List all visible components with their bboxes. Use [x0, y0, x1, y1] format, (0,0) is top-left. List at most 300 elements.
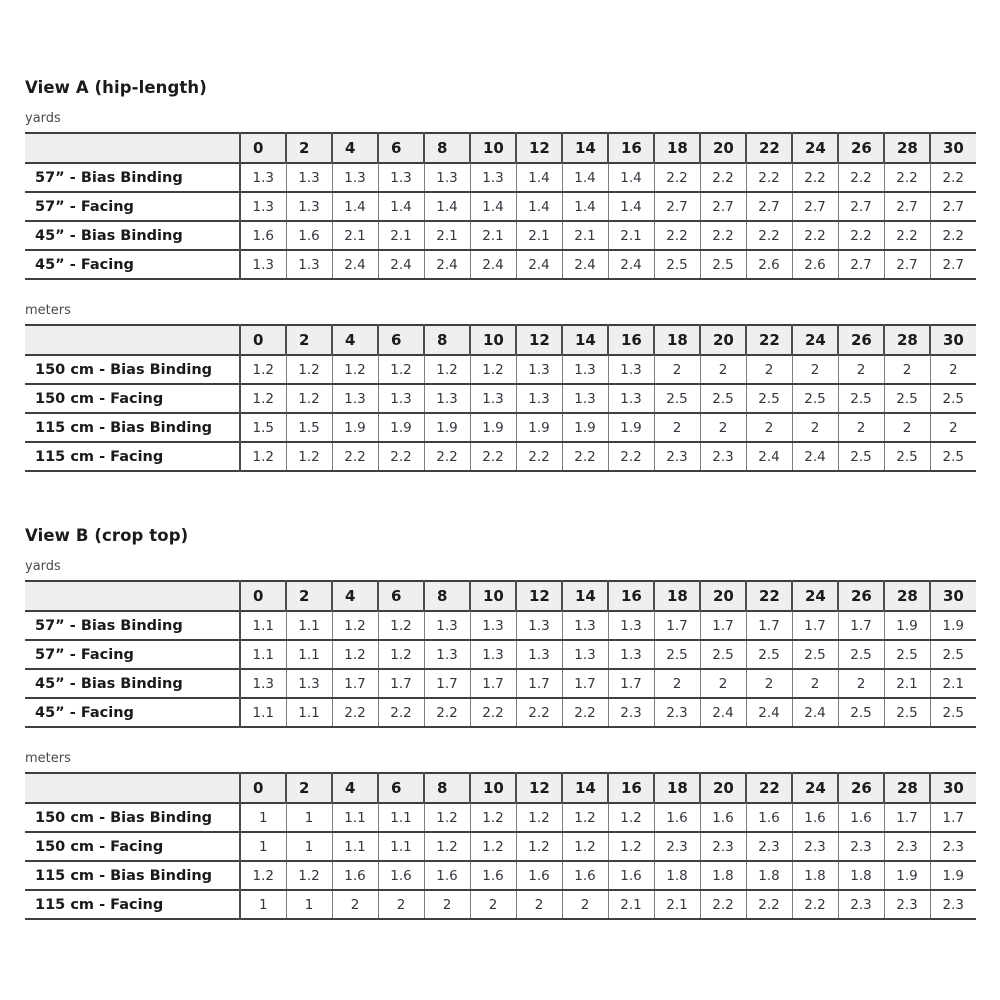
value-cell: 1.3 — [562, 355, 608, 384]
value-cell: 1 — [286, 832, 332, 861]
value-cell: 1.1 — [240, 640, 286, 669]
table-row — [25, 384, 976, 413]
value-cell: 2.3 — [884, 890, 930, 919]
value-cell: 1.2 — [424, 803, 470, 832]
table-row — [25, 355, 976, 384]
size-column-header: 2 — [286, 581, 332, 611]
value-cell: 1.4 — [470, 192, 516, 221]
value-cell: 1.7 — [930, 803, 976, 832]
value-cell: 1.4 — [608, 163, 654, 192]
value-cell: 1.6 — [286, 221, 332, 250]
size-column-header: 16 — [608, 773, 654, 803]
size-column-header: 0 — [240, 325, 286, 355]
value-cell: 2.5 — [746, 384, 792, 413]
size-column-header: 30 — [930, 325, 976, 355]
row-label: 57” - Bias Binding — [35, 169, 183, 186]
section-title: View B (crop top) — [25, 526, 189, 545]
value-cell: 2.5 — [930, 698, 976, 727]
value-cell: 1.9 — [884, 611, 930, 640]
value-cell: 1.6 — [470, 861, 516, 890]
value-cell: 2.3 — [884, 832, 930, 861]
size-column-header: 16 — [608, 581, 654, 611]
value-cell: 1.1 — [240, 611, 286, 640]
size-column-header: 0 — [240, 133, 286, 163]
value-cell: 1.9 — [424, 413, 470, 442]
value-cell: 1.1 — [378, 832, 424, 861]
size-column-header: 0 — [240, 773, 286, 803]
value-cell: 2.7 — [700, 192, 746, 221]
value-cell: 2.1 — [424, 221, 470, 250]
row-label: 150 cm - Facing — [35, 838, 164, 855]
value-cell: 2.2 — [608, 442, 654, 471]
value-cell: 2 — [332, 890, 378, 919]
value-cell: 2.2 — [792, 163, 838, 192]
value-cell: 2.4 — [792, 698, 838, 727]
size-column-header: 4 — [332, 325, 378, 355]
size-column-header: 20 — [700, 773, 746, 803]
table-block-meters — [25, 751, 978, 920]
value-cell: 1.3 — [424, 611, 470, 640]
value-cell: 2.3 — [838, 890, 884, 919]
value-cell: 1.7 — [700, 611, 746, 640]
value-cell: 1.4 — [516, 192, 562, 221]
value-cell: 1.3 — [562, 640, 608, 669]
value-cell: 2.4 — [562, 250, 608, 279]
value-cell: 1.3 — [286, 250, 332, 279]
table-row — [25, 669, 976, 698]
value-cell: 1.4 — [562, 163, 608, 192]
value-cell: 2 — [930, 355, 976, 384]
size-column-header: 12 — [516, 325, 562, 355]
corner-cell — [25, 581, 240, 611]
value-cell: 2.5 — [884, 640, 930, 669]
value-cell: 2.2 — [884, 163, 930, 192]
value-cell: 2 — [470, 890, 516, 919]
value-cell: 2.5 — [838, 442, 884, 471]
table-block-yards — [25, 111, 978, 280]
size-column-header: 2 — [286, 133, 332, 163]
value-cell: 2.1 — [516, 221, 562, 250]
value-cell: 1.3 — [240, 250, 286, 279]
value-cell: 2.5 — [746, 640, 792, 669]
unit-label: meters — [25, 751, 71, 766]
size-column-header: 10 — [470, 133, 516, 163]
value-cell: 1.2 — [286, 861, 332, 890]
size-column-header: 6 — [378, 581, 424, 611]
value-cell: 2.4 — [332, 250, 378, 279]
value-cell: 1.3 — [516, 611, 562, 640]
size-column-header: 22 — [746, 581, 792, 611]
value-cell: 1.3 — [608, 611, 654, 640]
value-cell: 2 — [884, 413, 930, 442]
value-cell: 1.6 — [608, 861, 654, 890]
value-cell: 1.7 — [562, 669, 608, 698]
value-cell: 2 — [700, 413, 746, 442]
size-header-row — [25, 325, 976, 355]
fabric-requirements-table — [25, 132, 976, 280]
size-column-header: 0 — [240, 581, 286, 611]
value-cell: 2.1 — [470, 221, 516, 250]
value-cell: 1.2 — [424, 832, 470, 861]
value-cell: 2.7 — [838, 192, 884, 221]
value-cell: 2.1 — [930, 669, 976, 698]
value-cell: 1.6 — [424, 861, 470, 890]
table-row — [25, 250, 976, 279]
value-cell: 1.2 — [424, 355, 470, 384]
table-row — [25, 803, 976, 832]
value-cell: 1.2 — [470, 832, 516, 861]
value-cell: 2.1 — [608, 890, 654, 919]
unit-label: yards — [25, 111, 61, 126]
value-cell: 1.3 — [424, 640, 470, 669]
value-cell: 1.4 — [332, 192, 378, 221]
size-column-header: 18 — [654, 325, 700, 355]
table-row — [25, 611, 976, 640]
value-cell: 2.4 — [470, 250, 516, 279]
value-cell: 2.5 — [654, 250, 700, 279]
value-cell: 2 — [654, 669, 700, 698]
table-row — [25, 832, 976, 861]
value-cell: 1.3 — [608, 384, 654, 413]
value-cell: 2.4 — [700, 698, 746, 727]
size-column-header: 14 — [562, 325, 608, 355]
value-cell: 1.7 — [792, 611, 838, 640]
value-cell: 2 — [516, 890, 562, 919]
value-cell: 2.2 — [930, 163, 976, 192]
value-cell: 1.2 — [470, 803, 516, 832]
value-cell: 2.2 — [884, 221, 930, 250]
size-column-header: 4 — [332, 581, 378, 611]
value-cell: 1.6 — [746, 803, 792, 832]
value-cell: 1.3 — [470, 163, 516, 192]
fabric-requirements-table — [25, 772, 976, 920]
value-cell: 1.2 — [286, 355, 332, 384]
size-column-header: 2 — [286, 325, 332, 355]
value-cell: 2.1 — [562, 221, 608, 250]
row-label: 115 cm - Bias Binding — [35, 867, 213, 884]
value-cell: 1.7 — [838, 611, 884, 640]
value-cell: 2.5 — [792, 640, 838, 669]
value-cell: 1.3 — [240, 669, 286, 698]
corner-cell — [25, 133, 240, 163]
size-column-header: 26 — [838, 325, 884, 355]
value-cell: 1.7 — [654, 611, 700, 640]
row-label: 45” - Facing — [35, 704, 134, 721]
value-cell: 1.3 — [240, 163, 286, 192]
value-cell: 1 — [286, 803, 332, 832]
size-column-header: 2 — [286, 773, 332, 803]
size-header-row — [25, 581, 976, 611]
value-cell: 2 — [700, 669, 746, 698]
value-cell: 1.3 — [286, 192, 332, 221]
value-cell: 1.2 — [562, 803, 608, 832]
size-column-header: 16 — [608, 325, 654, 355]
row-label: 115 cm - Facing — [35, 448, 164, 465]
size-column-header: 30 — [930, 773, 976, 803]
value-cell: 2.5 — [884, 442, 930, 471]
value-cell: 2.2 — [470, 442, 516, 471]
value-cell: 2.2 — [562, 442, 608, 471]
value-cell: 1.3 — [470, 640, 516, 669]
value-cell: 2.7 — [838, 250, 884, 279]
value-cell: 2.2 — [470, 698, 516, 727]
value-cell: 1.3 — [516, 384, 562, 413]
value-cell: 1.8 — [654, 861, 700, 890]
value-cell: 2.3 — [608, 698, 654, 727]
value-cell: 1.6 — [332, 861, 378, 890]
value-cell: 1.2 — [332, 355, 378, 384]
value-cell: 1.3 — [424, 384, 470, 413]
value-cell: 1.6 — [792, 803, 838, 832]
value-cell: 1.3 — [516, 640, 562, 669]
value-cell: 2.2 — [792, 221, 838, 250]
table-row — [25, 698, 976, 727]
size-column-header: 26 — [838, 581, 884, 611]
value-cell: 1.9 — [930, 611, 976, 640]
size-column-header: 8 — [424, 581, 470, 611]
view-section-1 — [25, 78, 978, 472]
value-cell: 1.2 — [286, 442, 332, 471]
size-column-header: 20 — [700, 581, 746, 611]
value-cell: 2.2 — [332, 698, 378, 727]
value-cell: 2.5 — [930, 640, 976, 669]
value-cell: 1.7 — [746, 611, 792, 640]
corner-cell — [25, 325, 240, 355]
value-cell: 1.9 — [378, 413, 424, 442]
value-cell: 2.2 — [562, 698, 608, 727]
value-cell: 1.1 — [378, 803, 424, 832]
table-row — [25, 192, 976, 221]
value-cell: 1.1 — [286, 611, 332, 640]
value-cell: 2 — [792, 413, 838, 442]
value-cell: 2.3 — [700, 832, 746, 861]
value-cell: 2.5 — [700, 384, 746, 413]
value-cell: 2.5 — [654, 384, 700, 413]
value-cell: 2.2 — [378, 442, 424, 471]
size-column-header: 20 — [700, 325, 746, 355]
value-cell: 2.4 — [516, 250, 562, 279]
value-cell: 2.1 — [332, 221, 378, 250]
value-cell: 1.7 — [884, 803, 930, 832]
size-column-header: 12 — [516, 133, 562, 163]
table-row — [25, 413, 976, 442]
value-cell: 1.9 — [516, 413, 562, 442]
size-column-header: 8 — [424, 133, 470, 163]
size-column-header: 26 — [838, 773, 884, 803]
size-column-header: 18 — [654, 133, 700, 163]
value-cell: 1.7 — [608, 669, 654, 698]
table-row — [25, 163, 976, 192]
size-column-header: 22 — [746, 133, 792, 163]
value-cell: 1.8 — [838, 861, 884, 890]
size-column-header: 30 — [930, 133, 976, 163]
value-cell: 2 — [930, 413, 976, 442]
size-column-header: 14 — [562, 581, 608, 611]
size-column-header: 8 — [424, 325, 470, 355]
value-cell: 2.5 — [884, 384, 930, 413]
value-cell: 1.7 — [516, 669, 562, 698]
value-cell: 2.2 — [700, 163, 746, 192]
row-label: 115 cm - Facing — [35, 896, 164, 913]
value-cell: 1.8 — [792, 861, 838, 890]
table-row — [25, 640, 976, 669]
size-column-header: 6 — [378, 325, 424, 355]
value-cell: 2.5 — [930, 384, 976, 413]
value-cell: 2 — [792, 669, 838, 698]
size-column-header: 28 — [884, 133, 930, 163]
value-cell: 2.5 — [792, 384, 838, 413]
value-cell: 2.1 — [654, 890, 700, 919]
table-block-yards — [25, 559, 978, 728]
value-cell: 1.9 — [562, 413, 608, 442]
fabric-requirements-table — [25, 324, 976, 472]
value-cell: 1.6 — [378, 861, 424, 890]
value-cell: 1.2 — [378, 640, 424, 669]
value-cell: 2.2 — [516, 442, 562, 471]
value-cell: 2 — [562, 890, 608, 919]
value-cell: 2 — [746, 669, 792, 698]
size-column-header: 26 — [838, 133, 884, 163]
value-cell: 2.3 — [930, 832, 976, 861]
value-cell: 1.2 — [562, 832, 608, 861]
value-cell: 2.2 — [378, 698, 424, 727]
value-cell: 2.3 — [838, 832, 884, 861]
value-cell: 2.3 — [930, 890, 976, 919]
value-cell: 1.2 — [240, 442, 286, 471]
table-block-meters — [25, 303, 978, 472]
row-label: 115 cm - Bias Binding — [35, 419, 213, 436]
size-column-header: 20 — [700, 133, 746, 163]
value-cell: 2.2 — [654, 163, 700, 192]
table-row — [25, 890, 976, 919]
value-cell: 1.2 — [608, 832, 654, 861]
value-cell: 2.3 — [746, 832, 792, 861]
value-cell: 2.7 — [792, 192, 838, 221]
value-cell: 1.2 — [240, 384, 286, 413]
value-cell: 2.2 — [792, 890, 838, 919]
value-cell: 2.3 — [792, 832, 838, 861]
row-label: 45” - Bias Binding — [35, 227, 183, 244]
size-header-row — [25, 773, 976, 803]
value-cell: 1.7 — [424, 669, 470, 698]
value-cell: 2.5 — [700, 250, 746, 279]
value-cell: 1.8 — [700, 861, 746, 890]
size-column-header: 18 — [654, 581, 700, 611]
size-header-row — [25, 133, 976, 163]
value-cell: 2.2 — [838, 163, 884, 192]
value-cell: 2.2 — [332, 442, 378, 471]
value-cell: 1 — [240, 832, 286, 861]
value-cell: 1.3 — [332, 163, 378, 192]
value-cell: 2 — [838, 413, 884, 442]
size-column-header: 10 — [470, 581, 516, 611]
size-column-header: 18 — [654, 773, 700, 803]
size-column-header: 14 — [562, 773, 608, 803]
value-cell: 2.2 — [746, 221, 792, 250]
size-column-header: 16 — [608, 133, 654, 163]
value-cell: 1.2 — [608, 803, 654, 832]
size-column-header: 28 — [884, 325, 930, 355]
value-cell: 1.3 — [378, 384, 424, 413]
value-cell: 2.2 — [700, 890, 746, 919]
value-cell: 2 — [424, 890, 470, 919]
value-cell: 1.7 — [470, 669, 516, 698]
value-cell: 1.2 — [378, 611, 424, 640]
value-cell: 2 — [884, 355, 930, 384]
table-row — [25, 221, 976, 250]
value-cell: 1.6 — [240, 221, 286, 250]
size-column-header: 30 — [930, 581, 976, 611]
value-cell: 1.4 — [516, 163, 562, 192]
value-cell: 2.7 — [654, 192, 700, 221]
value-cell: 1.3 — [424, 163, 470, 192]
value-cell: 1.3 — [516, 355, 562, 384]
value-cell: 2.3 — [654, 698, 700, 727]
view-section-2 — [25, 526, 978, 920]
value-cell: 1.4 — [378, 192, 424, 221]
value-cell: 1.7 — [378, 669, 424, 698]
value-cell: 2 — [378, 890, 424, 919]
size-column-header: 22 — [746, 773, 792, 803]
value-cell: 2.3 — [654, 832, 700, 861]
value-cell: 2.7 — [884, 250, 930, 279]
unit-label: meters — [25, 303, 71, 318]
value-cell: 1.6 — [562, 861, 608, 890]
value-cell: 2.4 — [608, 250, 654, 279]
value-cell: 2.5 — [838, 698, 884, 727]
value-cell: 2.2 — [700, 221, 746, 250]
table-row — [25, 442, 976, 471]
value-cell: 1.6 — [516, 861, 562, 890]
value-cell: 1.9 — [332, 413, 378, 442]
value-cell: 2.2 — [930, 221, 976, 250]
unit-label: yards — [25, 559, 61, 574]
value-cell: 1.3 — [470, 611, 516, 640]
value-cell: 1 — [286, 890, 332, 919]
size-column-header: 4 — [332, 133, 378, 163]
value-cell: 1.3 — [378, 163, 424, 192]
value-cell: 1.3 — [332, 384, 378, 413]
size-column-header: 4 — [332, 773, 378, 803]
value-cell: 1.5 — [286, 413, 332, 442]
value-cell: 2.2 — [516, 698, 562, 727]
value-cell: 1.2 — [470, 355, 516, 384]
value-cell: 2.3 — [654, 442, 700, 471]
size-column-header: 14 — [562, 133, 608, 163]
size-column-header: 24 — [792, 325, 838, 355]
size-column-header: 24 — [792, 133, 838, 163]
value-cell: 2 — [700, 355, 746, 384]
value-cell: 2.1 — [884, 669, 930, 698]
value-cell: 2 — [792, 355, 838, 384]
value-cell: 1.2 — [286, 384, 332, 413]
value-cell: 1.1 — [332, 803, 378, 832]
value-cell: 2.4 — [746, 698, 792, 727]
value-cell: 2 — [654, 355, 700, 384]
value-cell: 2.1 — [608, 221, 654, 250]
value-cell: 2 — [746, 413, 792, 442]
value-cell: 2.2 — [838, 221, 884, 250]
value-cell: 2.4 — [792, 442, 838, 471]
value-cell: 1.6 — [838, 803, 884, 832]
value-cell: 2.7 — [884, 192, 930, 221]
size-column-header: 24 — [792, 773, 838, 803]
value-cell: 2.2 — [746, 163, 792, 192]
value-cell: 2.6 — [746, 250, 792, 279]
value-cell: 2.5 — [884, 698, 930, 727]
section-title: View A (hip-length) — [25, 78, 207, 97]
value-cell: 2.2 — [424, 698, 470, 727]
